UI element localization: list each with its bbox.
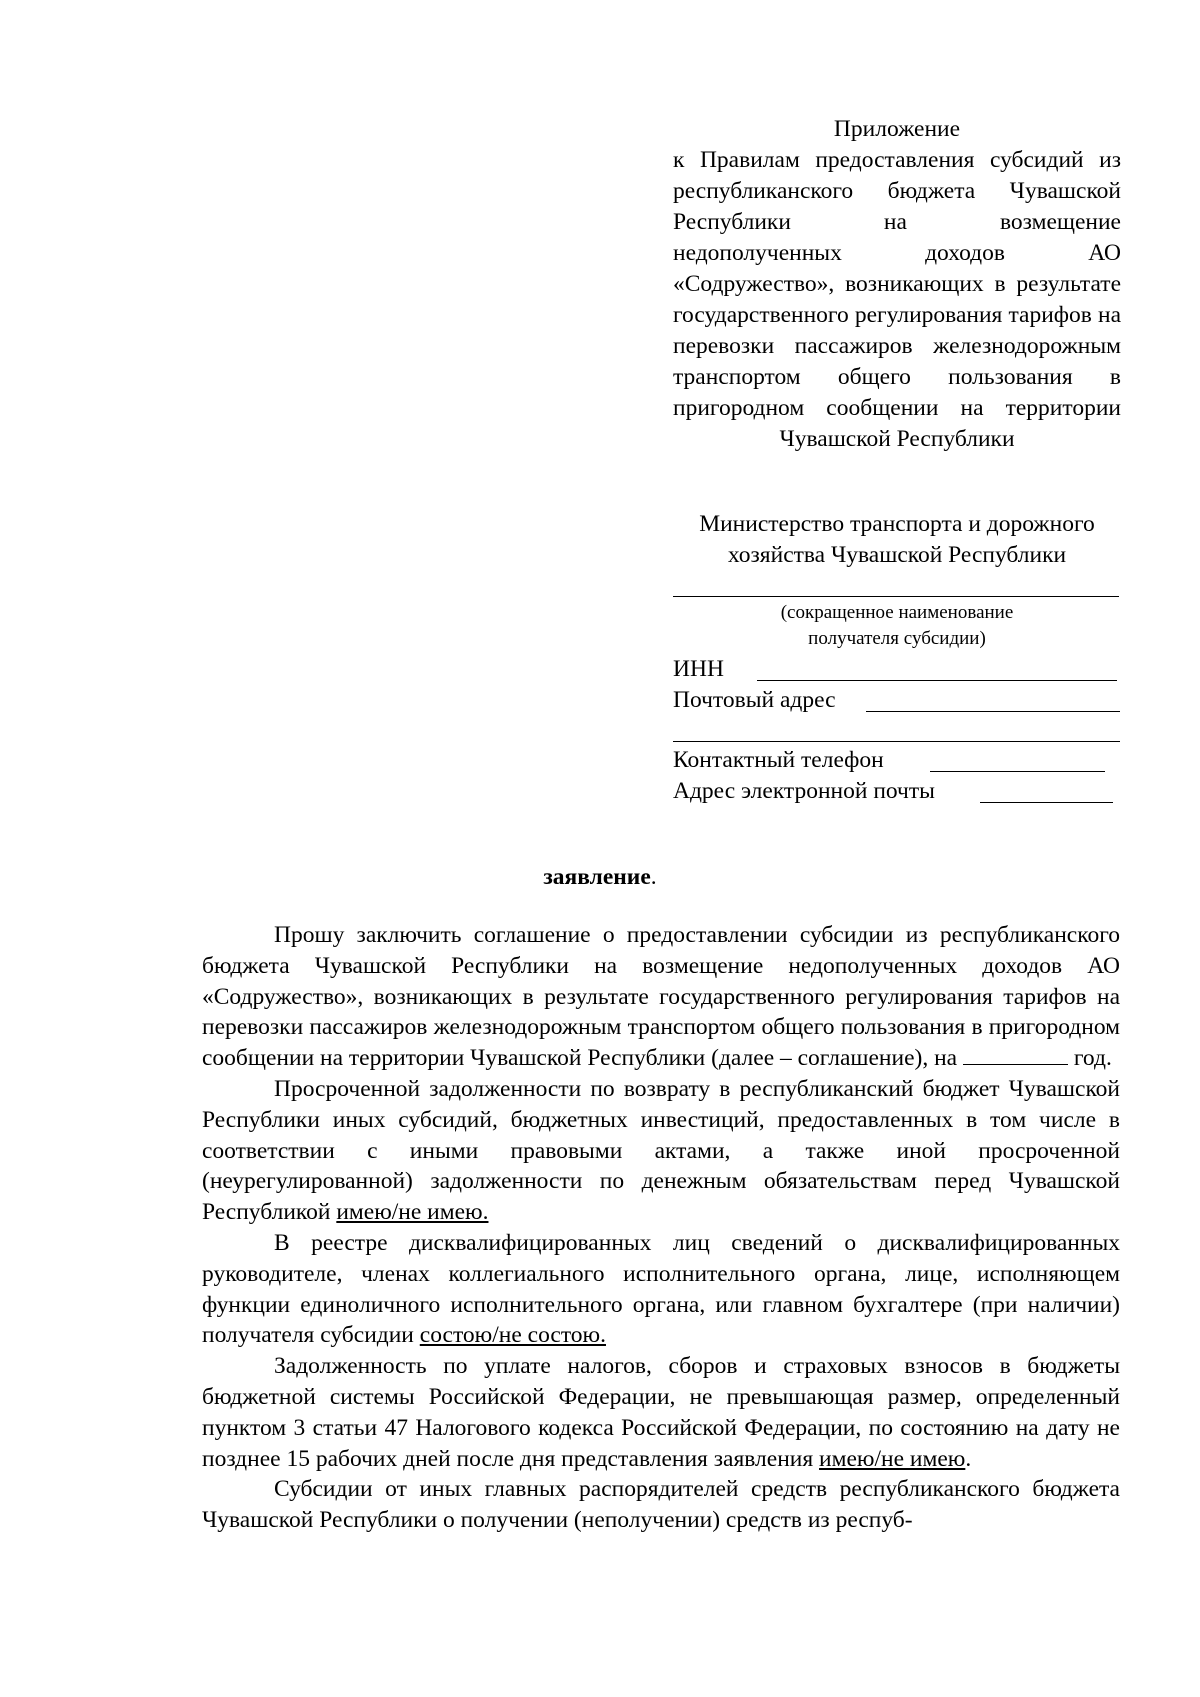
paragraph-request-end: год. [1073, 1045, 1112, 1072]
recipient-name-line [673, 596, 1119, 597]
paragraph-debt [202, 1074, 1120, 1228]
taxes-choice: имею/не имею [819, 1445, 966, 1472]
recipient-hint-line1: (сокращенное наименование [780, 602, 1014, 623]
postal-address-line-2 [673, 741, 1120, 742]
application-body [202, 920, 1120, 1536]
registry-choice: состою/не состою. [419, 1322, 606, 1349]
paragraph-taxes [202, 1351, 1120, 1474]
debt-choice: имею/не имею. [336, 1199, 489, 1226]
phone-field-line [930, 771, 1105, 772]
document-heading [0, 862, 1200, 892]
paragraph-subsidies-text: Субсидии от иных главных распорядителей средств республиканского бюджета Чувашской Республики о получении (неполучении) средств из респуб- [202, 1476, 1120, 1534]
appendix-title: Приложение [833, 116, 961, 142]
appendix-text: к Правилам предоставления субсидий из республиканского бюджета Чувашской Республики на возмещение недополученных доходов АО «Содружество», возникающих в результате государственного регулирования тарифов на перевозки пассажиров железнодорожным транспортом общего пользования в пригородном сообщении на территории Чувашской Республики [673, 147, 1121, 452]
email-field-line [980, 802, 1113, 803]
paragraph-taxes-end: . [965, 1445, 972, 1472]
heading-title: заявление [543, 864, 651, 890]
postal-address-line [866, 711, 1120, 712]
paragraph-taxes-text: Задолженность по уплате налогов, сборов и страховых взносов в бюджеты бюджетной системы Российской Федерации, не превышающая размер, определенный пунктом 3 статьи 47 Налогового кодекса Российской Федерации, по состоянию на дату не позднее 15 рабочих дней после дня представления заявления [202, 1353, 1120, 1472]
heading-punct: . [650, 864, 657, 890]
year-blank [963, 1044, 1068, 1065]
email-label: Адрес электронной почты [673, 778, 935, 804]
paragraph-request [202, 920, 1120, 1074]
inn-label: ИНН [673, 656, 724, 682]
ministry-name: Министерство транспорта и дорожного хозяйства Чувашской Республики [699, 511, 1095, 568]
paragraph-debt-text: Просроченной задолженности по возврату в республиканский бюджет Чувашской Республики иных субсидий, бюджетных инвестиций, предоставленных в том числе в соответствии с иными правовыми актами, а также иной просроченной (неурегулированной) задолженности по денежным обязательствам перед Чувашской Республикой [202, 1075, 1120, 1226]
recipient-hint-line2: получателя субсидии) [808, 628, 986, 649]
phone-label: Контактный телефон [673, 747, 884, 773]
paragraph-registry-text: В реестре дисквалифицированных лиц сведений о дисквалифицированных руководителе, членах коллегиального исполнительного органа, лице, исполняющем функции единоличного исполнительного органа, или главном бухгалтере (при наличии) получателя субсидии [202, 1229, 1120, 1349]
paragraph-request-text: Прошу заключить соглашение о предоставлении субсидии из республиканского бюджета Чувашской Республики на возмещение недополученных доходов АО «Содружество», возникающих в результате государственного регулирования тарифов на перевозки пассажиров железнодорожным транспортом общего пользования в пригородном сообщении на территории Чувашской Республики (далее – соглашение), на [202, 922, 1120, 1072]
postal-address-label: Почтовый адрес [673, 687, 836, 713]
inn-field-line [757, 680, 1117, 681]
paragraph-registry [202, 1228, 1120, 1351]
appendix-block [673, 114, 1121, 455]
paragraph-subsidies [202, 1474, 1120, 1536]
